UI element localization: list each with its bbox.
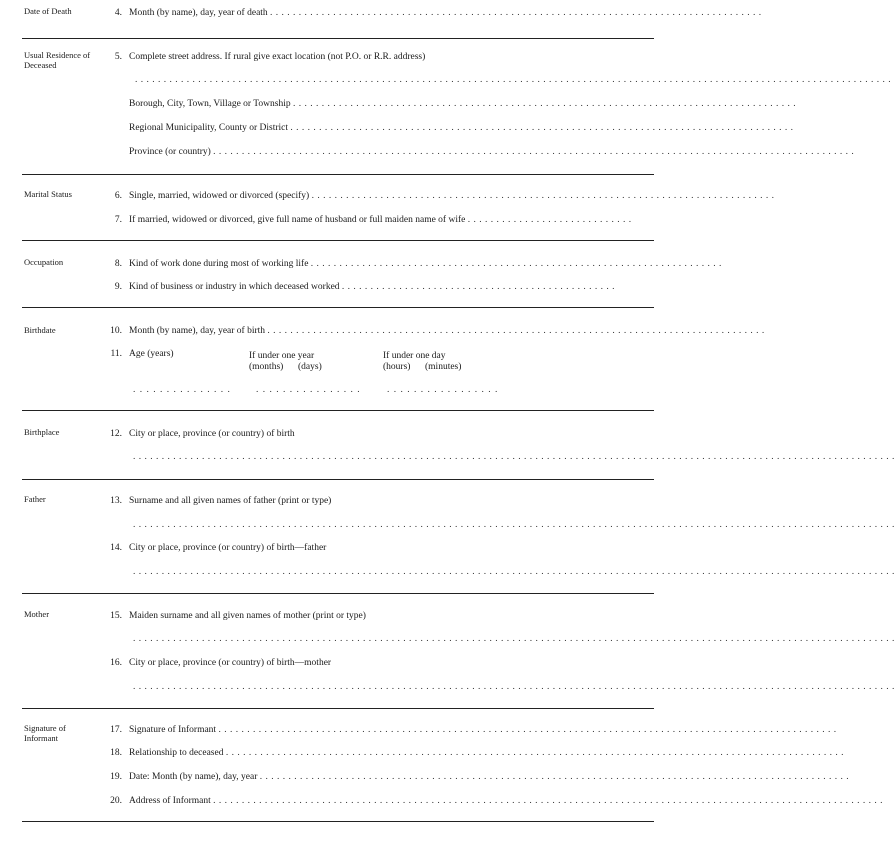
section-label-date-of-death: Date of Death (24, 6, 72, 16)
field-line-14 (100, 543, 655, 553)
item-number: 12. (110, 429, 122, 439)
label-days: (days) (298, 362, 322, 372)
field-label: City or place, province (or country) of birth (129, 429, 295, 439)
label-under-one-day: If under one day (383, 351, 446, 361)
item-number: 5. (114, 52, 122, 62)
field-label: If married, widowed or divorced, give full name of husband or full maiden name of wife (129, 215, 466, 225)
fill-line[interactable]: . . . . . . . . . . . . . . . . . . . . . . . . . . . . . . . . . . . . . . . . . . . . . . . . . . . . . . . . . . . . . . . . . . . . . . . . . . . . . . . . . . . . . . . . . . . . . . . . . . . . . . . . . . . . . . . . . . . . . . . . . . . . . . . . . . . . . (133, 634, 895, 644)
section-label-usual-residence: Usual Residence of Deceased (24, 50, 91, 70)
field-label: Maiden surname and all given names of mother (print or type) (129, 611, 366, 621)
section-divider (22, 174, 654, 175)
fill-dots: . . . . . . . . . . . . . . . . . . . . . . . . . . . . . . . . . . . . . . . . . . . . . . . . . . . . . . . . . . . . . . . . . . . . . . . . (310, 259, 722, 269)
field-line-13 (100, 496, 655, 506)
item-number: 6. (114, 191, 122, 201)
fill-dots: . . . . . . . . . . . . . . . . . . . . . . . . . . . . . . . . . . . . . . . . . . . . . . . . . . . . . . . . . . . . . . . . . . . . . . . . . . . . . . . . . . . . . . . (267, 326, 765, 336)
fill-months-days[interactable]: . . . . . . . . . . . . . . . . (256, 385, 361, 395)
field-label: Kind of work done during most of working life (129, 259, 309, 269)
item-number: 16. (110, 658, 122, 668)
item-number: 17. (110, 725, 122, 735)
field-line-5b[interactable] (129, 99, 797, 109)
field-line-5d[interactable] (129, 147, 855, 157)
fill-dots: . . . . . . . . . . . . . . . . . . . . . . . . . . . . . . . . . . . . . . . . . . . . . . . . . . . . . . . . . . . . . . . . . . . . . . . . . . . . . . . . . . . . . . . . . . . . . . . . . . . . . . . . . . . . . . . . . . . . . (213, 796, 884, 806)
section-label-occupation: Occupation (24, 257, 64, 267)
section-divider (22, 410, 654, 411)
item-number: 13. (110, 496, 122, 506)
section-divider (22, 479, 654, 480)
field-line-11 (100, 349, 240, 359)
item-number: 14. (110, 543, 122, 553)
field-line-10[interactable] (100, 326, 765, 336)
label-minutes: (minutes) (425, 362, 462, 372)
label-under-one-year: If under one year (249, 351, 315, 361)
fill-dots: . . . . . . . . . . . . . . . . . . . . . . . . . . . . . . . . . . . . . . . . . . . . . . . . . . . . . . . . . . . . . . . . . . . . . . . . . . . . . . . . . . . . . . . . (290, 123, 794, 133)
fill-line[interactable]: . . . . . . . . . . . . . . . . . . . . . . . . . . . . . . . . . . . . . . . . . . . . . . . . . . . . . . . . . . . . . . . . . . . . . . . . . . . . . . . . . . . . . . . . . . . . . . . . . . . . . . . . . . . . . . . . . . . . . . . . . . . . . . . . . . . . . (133, 520, 895, 530)
field-label: City or place, province (or country) of birth—mother (129, 658, 332, 668)
fill-dots: . . . . . . . . . . . . . . . . . . . . . . . . . . . . . (467, 215, 632, 225)
item-number: 15. (110, 611, 122, 621)
field-label: Province (or country) (129, 147, 211, 157)
label-hours: (hours) (383, 362, 411, 372)
field-line-17[interactable] (100, 725, 837, 735)
field-label: Date: Month (by name), day, year (129, 772, 258, 782)
field-label: Single, married, widowed or divorced (specify) (129, 191, 310, 201)
fill-years[interactable]: . . . . . . . . . . . . . . . (133, 385, 231, 395)
field-label: Regional Municipality, County or District (129, 123, 289, 133)
section-divider (22, 307, 654, 308)
section-label-marital-status: Marital Status (24, 189, 72, 199)
fill-dots: . . . . . . . . . . . . . . . . . . . . . . . . . . . . . . . . . . . . . . . . . . . . . . . . . . . . . . . . . . . . . . . . . . . . . . . . . . . . . . . . . . . . . . . . . . . . . . . . . . . . . . . . . . . . (218, 725, 837, 735)
field-label: Address of Informant (129, 796, 211, 806)
section-label-signature: Signature of Informant (24, 723, 66, 743)
field-label: Kind of business or industry in which deceased worked (129, 282, 340, 292)
field-line-8[interactable] (100, 259, 722, 269)
fill-dots: . . . . . . . . . . . . . . . . . . . . . . . . . . . . . . . . . . . . . . . . . . . . . . . . . . . . . . . . . . . . . . . . . . . . . . . . . . . . . . . . . . . . . . . . . . . . . . . . . . . . . . . . . . . . . . . . (213, 147, 855, 157)
field-line-15 (100, 611, 655, 621)
field-line-12 (100, 429, 655, 439)
item-number: 18. (110, 748, 122, 758)
item-number: 19. (110, 772, 122, 782)
section-divider (22, 593, 654, 594)
section-divider (22, 240, 654, 241)
field-line-4[interactable] (100, 8, 762, 18)
label-months: (months) (249, 362, 284, 372)
item-number: 10. (110, 326, 122, 336)
item-number: 20. (110, 796, 122, 806)
field-label: Complete street address. If rural give exact location (not P.O. or R.R. address) (129, 52, 426, 62)
fill-dots: . . . . . . . . . . . . . . . . . . . . . . . . . . . . . . . . . . . . . . . . . . . . . . . . . . . . . . . . . . . . . . . . . . . . . . . . . . . . . . . . . (311, 191, 775, 201)
fill-line[interactable]: . . . . . . . . . . . . . . . . . . . . . . . . . . . . . . . . . . . . . . . . . . . . . . . . . . . . . . . . . . . . . . . . . . . . . . . . . . . . . . . . . . . . . . . . . . . . . . . . . . . . . . . . . . . . . . . . . . . . . . . . . . . . . . . . . . . . . (133, 682, 895, 692)
section-divider (22, 821, 654, 822)
field-line-19[interactable] (100, 772, 850, 782)
field-line-5c[interactable] (129, 123, 794, 133)
fill-dots: . . . . . . . . . . . . . . . . . . . . . . . . . . . . . . . . . . . . . . . . . . . . . . . . (341, 282, 616, 292)
fill-dots: . . . . . . . . . . . . . . . . . . . . . . . . . . . . . . . . . . . . . . . . . . . . . . . . . . . . . . . . . . . . . . . . . . . . . . . . . . . . . . . . . . . . . . . . . . . . . . . . . . . . . . . (259, 772, 850, 782)
field-label: Age (years) (129, 349, 174, 359)
field-line-6[interactable] (100, 191, 775, 201)
item-number: 9. (114, 282, 122, 292)
fill-dots: . . . . . . . . . . . . . . . . . . . . . . . . . . . . . . . . . . . . . . . . . . . . . . . . . . . . . . . . . . . . . . . . . . . . . . . . . . . . . . . . . . . . . . . . (293, 99, 797, 109)
section-label-birthplace: Birthplace (24, 427, 60, 437)
field-label: Month (by name), day, year of birth (129, 326, 266, 336)
field-line-16 (100, 658, 655, 668)
field-line-20[interactable] (100, 796, 884, 806)
section-label-birthdate: Birthdate (24, 325, 56, 335)
fill-line[interactable]: . . . . . . . . . . . . . . . . . . . . . . . . . . . . . . . . . . . . . . . . . . . . . . . . . . . . . . . . . . . . . . . . . . . . . . . . . . . . . . . . . . . . . . . . . . . . . . . . . . . . . . . . . . . . . . . . . . . . . . . . . . . . . . . . . . . . . (133, 452, 895, 462)
field-line-7[interactable] (100, 215, 655, 225)
field-line-9[interactable] (100, 282, 655, 292)
item-number: 8. (114, 259, 122, 269)
field-label: Relationship to deceased (129, 748, 224, 758)
field-label: Signature of Informant (129, 725, 217, 735)
section-divider (22, 38, 654, 39)
field-label: Borough, City, Town, Village or Township (129, 99, 291, 109)
field-line-18[interactable] (100, 748, 844, 758)
item-number: 7. (114, 215, 122, 225)
section-label-mother: Mother (24, 609, 50, 619)
item-number: 11. (110, 349, 122, 359)
field-label: Month (by name), day, year of death (129, 8, 268, 18)
fill-line[interactable]: . . . . . . . . . . . . . . . . . . . . . . . . . . . . . . . . . . . . . . . . . . . . . . . . . . . . . . . . . . . . . . . . . . . . . . . . . . . . . . . . . . . . . . . . . . . . . . . . . . . . . . . . . . . . . . . . . . . . . . . . . . . . . . . . . . . . . (133, 567, 895, 577)
field-line-5 (100, 52, 655, 62)
field-label: City or place, province (or country) of birth—father (129, 543, 327, 553)
fill-line[interactable]: . . . . . . . . . . . . . . . . . . . . . . . . . . . . . . . . . . . . . . . . . . . . . . . . . . . . . . . . . . . . . . . . . . . . . . . . . . . . . . . . . . . . . . . . . . . . . . . . . . . . . . . . . . . . . . . . . . . . . . . . . . . . . . . . . . . . (135, 75, 892, 85)
section-divider (22, 708, 654, 709)
fill-hours-minutes[interactable]: . . . . . . . . . . . . . . . . . (387, 385, 499, 395)
fill-dots: . . . . . . . . . . . . . . . . . . . . . . . . . . . . . . . . . . . . . . . . . . . . . . . . . . . . . . . . . . . . . . . . . . . . . . . . . . . . . . . . . . . . . . (270, 8, 762, 18)
item-number: 4. (114, 8, 122, 18)
field-label: Surname and all given names of father (print or type) (129, 496, 332, 506)
section-label-father: Father (24, 494, 46, 504)
fill-dots: . . . . . . . . . . . . . . . . . . . . . . . . . . . . . . . . . . . . . . . . . . . . . . . . . . . . . . . . . . . . . . . . . . . . . . . . . . . . . . . . . . . . . . . . . . . . . . . . . . . . . . . . . . . . (225, 748, 844, 758)
